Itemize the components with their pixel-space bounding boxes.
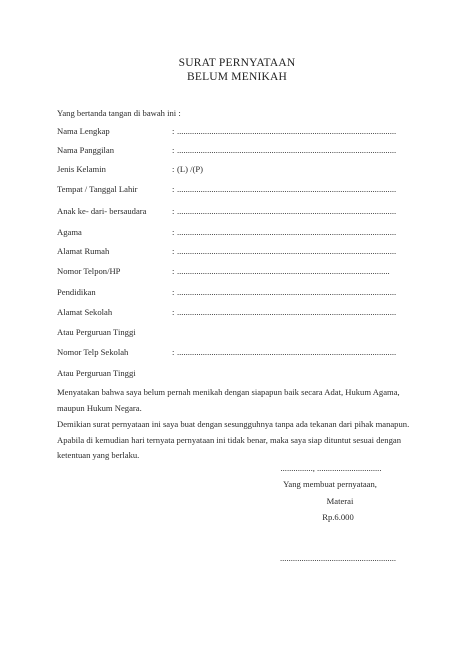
paragraph-3-line-1: Apabila di kemudian hari ternyata pernyataan ini tidak benar, maka saya siap dituntut sesuai dengan [57, 435, 402, 445]
field-value-nama-panggilan: ...................................................................................................... [177, 145, 397, 155]
field-sep-jenis-kelamin: : [172, 164, 175, 174]
paragraph-2: Demikian surat pernyataan ini saya buat dengan sesungguhnya tanpa ada tekanan dari pihak manapun. [57, 419, 410, 429]
field-sep-nama-lengkap: : [172, 126, 175, 136]
field-label-nama-panggilan: Nama Panggilan [57, 145, 115, 155]
field-sep-nomor-telp-sekolah: : [172, 347, 175, 357]
field-label-nama-lengkap: Nama Lengkap [57, 126, 110, 136]
field-sep-tempat-tanggal-lahir: : [172, 184, 175, 194]
field-label-jenis-kelamin: Jenis Kelamin [57, 164, 106, 174]
signature-amount: Rp.6.000 [322, 512, 354, 522]
intro-text: Yang bertanda tangan di bawah ini : [57, 108, 181, 118]
paragraph-1-line-2: maupun Hukum Negara. [57, 403, 142, 413]
field-value-anak-ke: ...................................................................................................... [177, 206, 397, 216]
field-value-agama: ...................................................................................................... [177, 227, 397, 237]
field-value-jenis-kelamin: (L) /(P) [177, 164, 204, 174]
field-sep-pendidikan: : [172, 287, 175, 297]
signature-name-line: ...................................................... [280, 553, 397, 563]
field-label-atau-perguruan-tinggi-2: Atau Perguruan Tinggi [57, 368, 136, 378]
field-label-nomor-telp-sekolah: Nomor Telp Sekolah [57, 347, 129, 357]
field-value-tempat-tanggal-lahir: ...................................................................................................... [177, 184, 397, 194]
field-value-pendidikan: ...................................................................................................... [177, 287, 397, 297]
paragraph-1-line-1: Menyatakan bahwa saya belum pernah menikah dengan siapapun baik secara Adat, Hukum Agama, [57, 387, 400, 397]
field-label-nomor-telpon: Nomor Telpon/HP [57, 266, 121, 276]
signature-maker: Yang membuat pernyataan, [283, 479, 377, 489]
field-label-alamat-rumah: Alamat Rumah [57, 246, 110, 256]
signature-stamp: Materai [326, 496, 354, 506]
field-sep-agama: : [172, 227, 175, 237]
field-value-alamat-rumah: ...................................................................................................... [177, 246, 397, 256]
field-value-nomor-telp-sekolah: ...................................................................................................... [177, 347, 397, 357]
field-sep-anak-ke: : [172, 206, 175, 216]
field-sep-alamat-sekolah: : [172, 307, 175, 317]
field-label-atau-perguruan-tinggi-1: Atau Perguruan Tinggi [57, 327, 136, 337]
field-label-alamat-sekolah: Alamat Sekolah [57, 307, 113, 317]
document-title-line2: BELUM MENIKAH [186, 71, 288, 83]
field-sep-nomor-telpon: : [172, 266, 175, 276]
field-label-pendidikan: Pendidikan [57, 287, 96, 297]
field-label-tempat-tanggal-lahir: Tempat / Tanggal Lahir [57, 184, 138, 194]
field-label-agama: Agama [57, 227, 82, 237]
field-label-anak-ke: Anak ke- dari- bersaudara [57, 206, 147, 216]
paragraph-3-line-2: ketentuan yang berlaku. [57, 450, 140, 460]
field-value-alamat-sekolah: ...................................................................................................... [177, 307, 397, 317]
field-sep-alamat-rumah: : [172, 246, 175, 256]
field-value-nomor-telpon: ................................................................................................... [177, 266, 390, 276]
field-value-nama-lengkap: ...................................................................................................... [177, 126, 397, 136]
signature-place-date: ..............., .............................. [280, 463, 382, 473]
document-title-line1: SURAT PERNYATAAN [178, 57, 296, 69]
field-sep-nama-panggilan: : [172, 145, 175, 155]
